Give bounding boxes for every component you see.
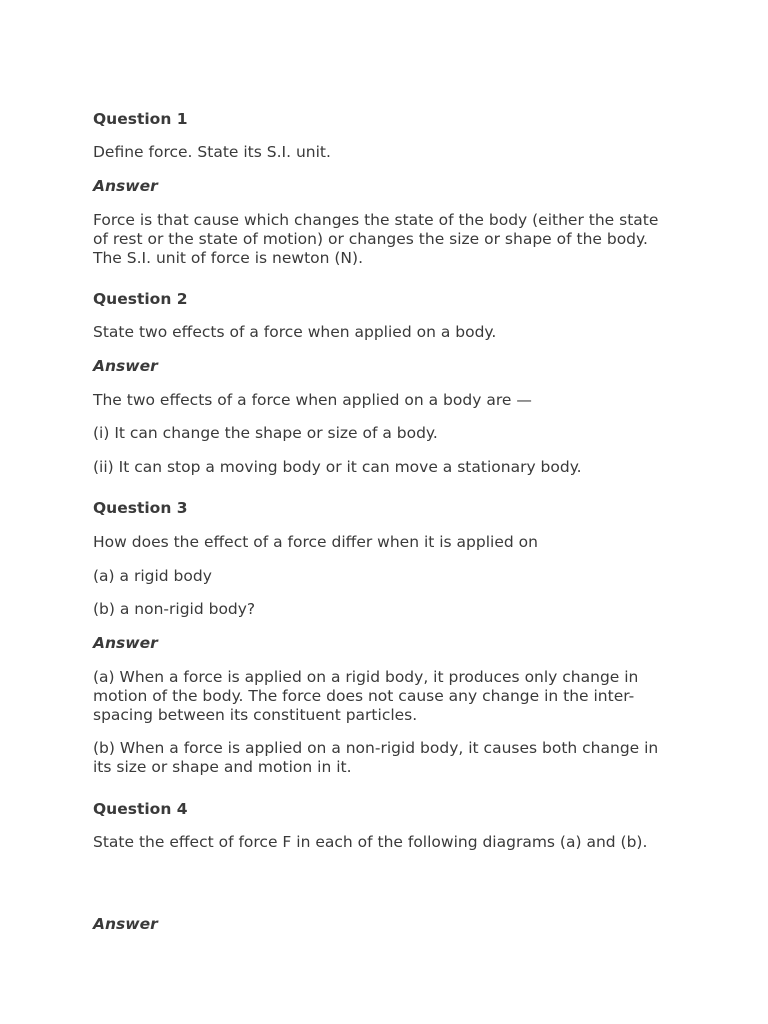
question-1-answer-label: Answer [93, 177, 158, 195]
question-3-text: How does the effect of a force differ when it is applied on [93, 533, 538, 551]
question-2-text: State two effects of a force when applied on a body. [93, 323, 497, 341]
question-4-answer-label: Answer [93, 915, 158, 933]
question-1-heading: Question 1 [93, 110, 188, 128]
question-3-answer-point-b: (b) When a force is applied on a non-rigid body, it causes both change in its size or shape and motion in it. [93, 739, 659, 776]
question-2-answer-point-1: (i) It can change the shape or size of a body. [93, 424, 438, 442]
question-2-answer-intro: The two effects of a force when applied on a body are — [93, 391, 532, 409]
question-3-heading: Question 3 [93, 499, 188, 517]
question-4-heading: Question 4 [93, 800, 188, 818]
question-3-answer-point-a: (a) When a force is applied on a rigid body, it produces only change in motion of the body. The force does not cause any change in the inter-spacing between its constituent particles. [93, 668, 639, 724]
question-3-part-a: (a) a rigid body [93, 567, 212, 585]
question-1-text: Define force. State its S.I. unit. [93, 143, 331, 161]
question-4-text: State the effect of force F in each of the following diagrams (a) and (b). [93, 833, 648, 851]
question-2-heading: Question 2 [93, 290, 188, 308]
question-3-answer-label: Answer [93, 634, 158, 652]
question-3-part-b: (b) a non-rigid body? [93, 600, 256, 618]
question-1-answer: Force is that cause which changes the state of the body (either the state of rest or the state of motion) or changes the size or shape of the body. The S.I. unit of force is newton (N). [93, 211, 659, 267]
question-2-answer-label: Answer [93, 357, 158, 375]
question-2-answer-point-2: (ii) It can stop a moving body or it can move a stationary body. [93, 458, 582, 476]
